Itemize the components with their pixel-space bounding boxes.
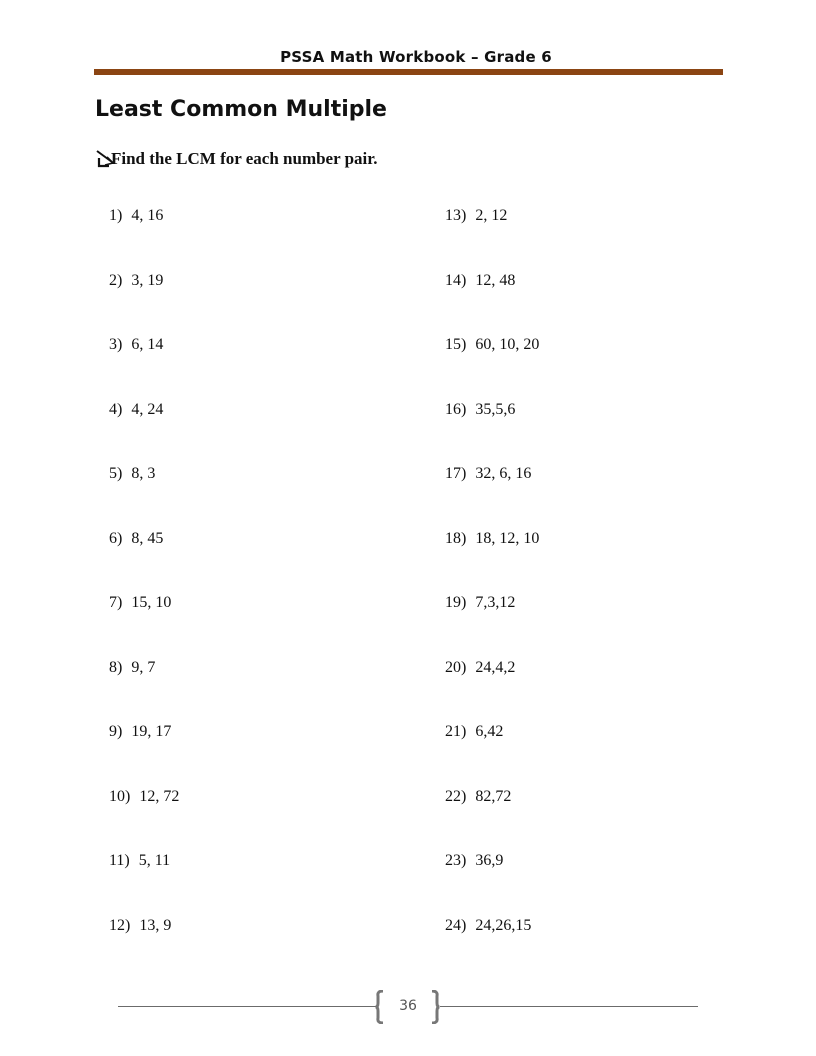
problem-item <box>109 465 155 483</box>
problem-number: 12) <box>109 916 131 934</box>
problem-number: 22) <box>445 787 467 805</box>
problem-number: 18) <box>445 529 467 547</box>
problem-item <box>109 336 163 354</box>
problem-item <box>109 530 163 548</box>
problem-values: 6,42 <box>475 723 504 740</box>
problem-number: 4) <box>109 400 123 418</box>
problem-number: 21) <box>445 723 467 740</box>
left-bracket-icon <box>375 990 385 1024</box>
problem-item <box>109 659 155 677</box>
problem-item <box>445 465 531 483</box>
problem-item <box>445 594 515 612</box>
problem-values: 13, 9 <box>139 916 172 934</box>
problem-item <box>109 917 171 935</box>
header-rule <box>94 69 723 75</box>
problem-item <box>109 401 163 419</box>
instruction-text: Find the LCM for each number pair. <box>111 149 378 168</box>
problem-values: 8, 45 <box>131 529 164 547</box>
workbook-title: PSSA Math Workbook – Grade 6 <box>280 48 552 66</box>
footer-rule-right <box>440 1006 698 1007</box>
footer-rule-left <box>118 1006 376 1007</box>
problem-number: 17) <box>445 465 467 482</box>
problem-item <box>109 788 179 806</box>
problem-item <box>445 788 511 806</box>
problem-values: 3, 19 <box>131 271 164 289</box>
problem-values: 32, 6, 16 <box>475 465 532 482</box>
problem-item <box>445 336 539 354</box>
problem-number: 19) <box>445 594 467 611</box>
problem-values: 5, 11 <box>138 852 171 869</box>
problem-number: 20) <box>445 658 467 676</box>
problem-item <box>109 272 163 290</box>
problem-number: 6) <box>109 529 123 547</box>
problem-values: 8, 3 <box>131 465 156 482</box>
problem-values: 35,5,6 <box>475 400 516 418</box>
problem-values: 24,26,15 <box>475 916 532 934</box>
problem-number: 16) <box>445 400 467 418</box>
problem-number: 15) <box>445 336 467 353</box>
problem-values: 7,3,12 <box>475 594 516 611</box>
problem-values: 18, 12, 10 <box>475 529 540 547</box>
problem-item <box>445 272 515 290</box>
problem-number: 24) <box>445 916 467 934</box>
problem-values: 6, 14 <box>131 336 164 353</box>
problem-item <box>445 530 539 548</box>
problem-number: 1) <box>109 207 123 224</box>
problem-values: 9, 7 <box>131 658 156 676</box>
right-bracket-icon <box>430 990 440 1024</box>
problem-item <box>445 659 515 677</box>
problem-number: 11) <box>109 852 130 869</box>
problem-number: 2) <box>109 271 123 289</box>
problem-item <box>109 852 170 870</box>
problem-values: 82,72 <box>475 787 512 805</box>
problem-item <box>109 594 171 612</box>
problem-number: 5) <box>109 465 123 482</box>
problem-values: 60, 10, 20 <box>475 336 540 353</box>
problem-values: 12, 72 <box>139 787 180 805</box>
problem-item <box>445 852 503 870</box>
problem-values: 15, 10 <box>131 594 172 611</box>
problem-item <box>445 401 515 419</box>
problem-item <box>445 917 531 935</box>
problem-number: 9) <box>109 723 123 740</box>
problem-item <box>109 723 171 741</box>
problem-values: 24,4,2 <box>475 658 516 676</box>
problem-values: 2, 12 <box>475 207 508 224</box>
problem-number: 7) <box>109 594 123 611</box>
problem-item <box>445 207 507 225</box>
problem-item <box>445 723 503 741</box>
problem-number: 14) <box>445 271 467 289</box>
problem-values: 12, 48 <box>475 271 516 289</box>
problem-values: 19, 17 <box>131 723 172 740</box>
page-number: 36 <box>399 998 417 1014</box>
page-title: Least Common Multiple <box>95 97 387 122</box>
instruction <box>95 148 378 170</box>
problem-number: 8) <box>109 658 123 676</box>
problem-number: 3) <box>109 336 123 353</box>
problem-number: 10) <box>109 787 131 805</box>
problem-number: 13) <box>445 207 467 224</box>
problem-item <box>109 207 163 225</box>
problem-values: 36,9 <box>475 852 504 869</box>
problem-values: 4, 24 <box>131 400 164 418</box>
problem-values: 4, 16 <box>131 207 164 224</box>
problem-number: 23) <box>445 852 467 869</box>
